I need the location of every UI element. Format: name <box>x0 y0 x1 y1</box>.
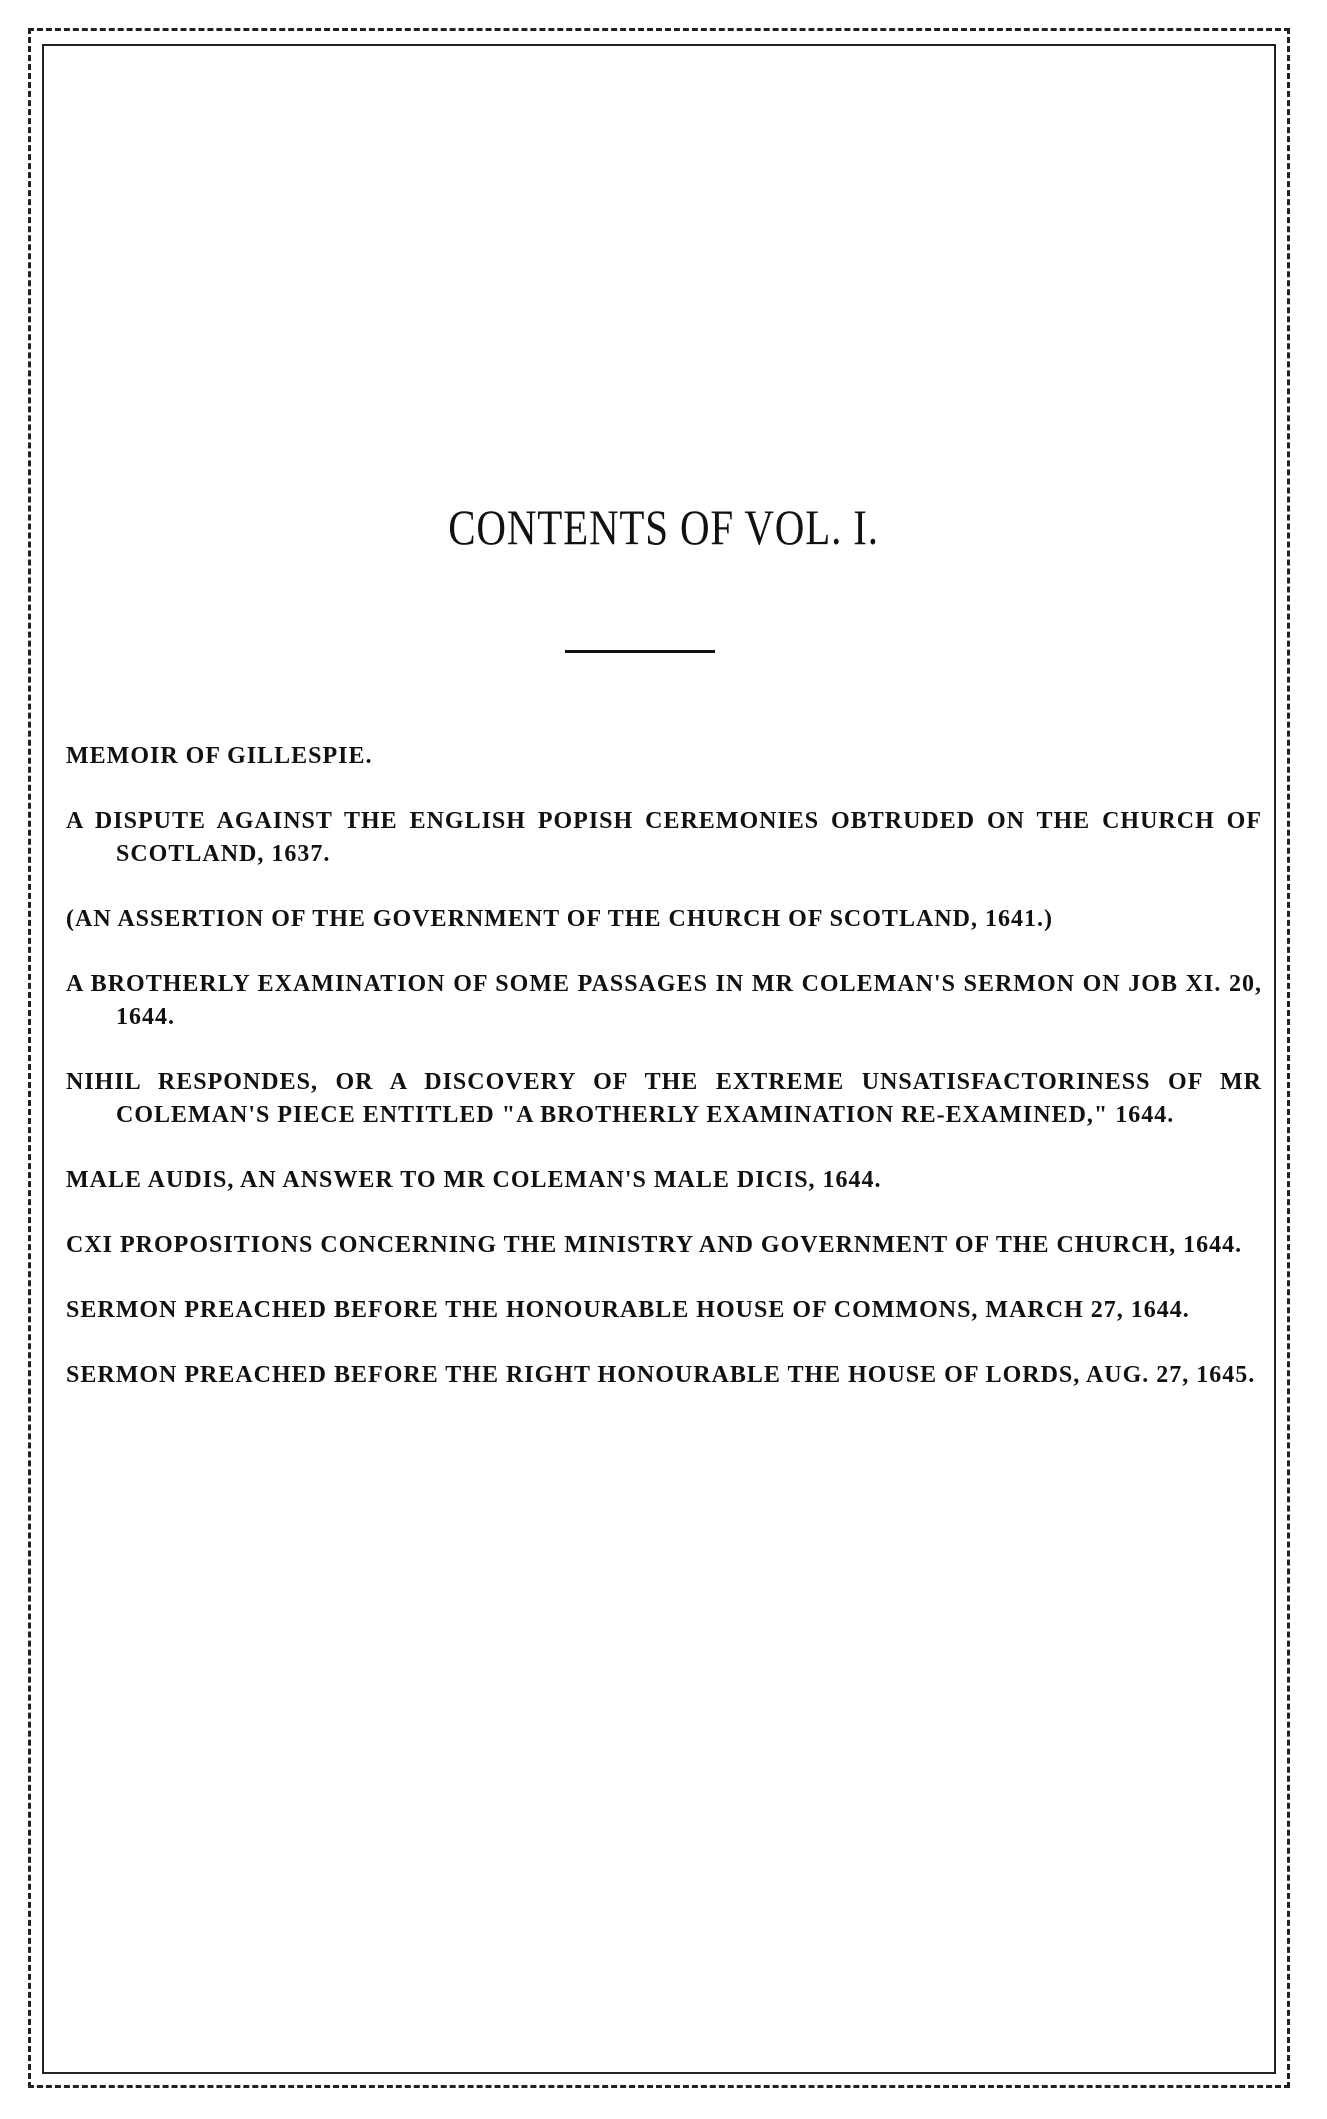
title-rule <box>565 650 715 653</box>
contents-entry: CXI PROPOSITIONS CONCERNING THE MINISTRY AND GOVERNMENT OF THE CHURCH, 1644. <box>66 1232 1243 1258</box>
page-title: CONTENTS OF VOL. I. <box>448 499 879 555</box>
contents-entry: SERMON PREACHED BEFORE THE HONOURABLE HOUSE OF COMMONS, MARCH 27, 1644. <box>66 1297 1190 1323</box>
contents-entry: A BROTHERLY EXAMINATION OF SOME PASSAGES IN MR COLEMAN'S SERMON ON JOB XI. 20, 1644. <box>66 971 1262 1030</box>
contents-entry: NIHIL RESPONDES, OR A DISCOVERY OF THE EXTREME UNSATISFACTORINESS OF MR COLEMAN'S PIECE ENTITLED "A BROTHERLY EXAMINATION RE-EXAMINED," 1644. <box>66 1069 1262 1128</box>
contents-entry: SERMON PREACHED BEFORE THE RIGHT HONOURABLE THE HOUSE OF LORDS, AUG. 27, 1645. <box>66 1362 1256 1388</box>
contents-entry: A DISPUTE AGAINST THE ENGLISH POPISH CEREMONIES OBTRUDED ON THE CHURCH OF SCOTLAND, 1637. <box>66 808 1262 867</box>
contents-entry: MEMOIR OF GILLESPIE. <box>66 743 373 769</box>
contents-entry: MALE AUDIS, AN ANSWER TO MR COLEMAN'S MALE DICIS, 1644. <box>66 1167 882 1193</box>
contents-list <box>66 740 1262 1424</box>
contents-entry: (AN ASSERTION OF THE GOVERNMENT OF THE CHURCH OF SCOTLAND, 1641.) <box>66 906 1053 932</box>
